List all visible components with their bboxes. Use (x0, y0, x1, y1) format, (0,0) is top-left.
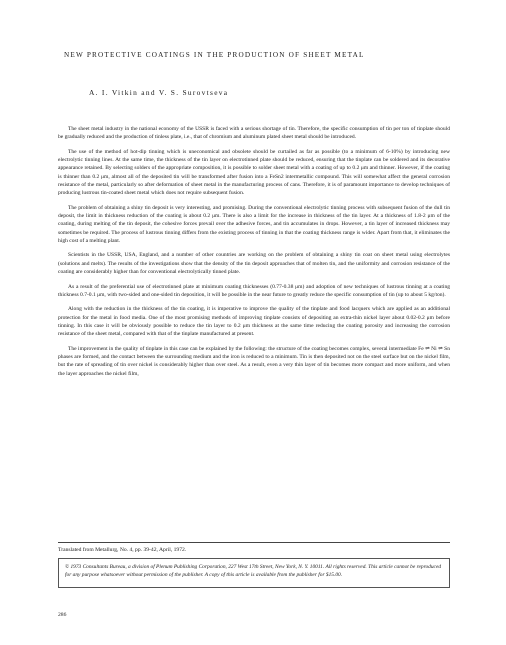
footer-divider (58, 542, 450, 543)
article-body (58, 125, 450, 384)
paragraph-4: Scientists in the USSR, USA, England, and a number of other countries are working on the problem of obtaining a shiny tin coat on sheet metal using electrolytes (solutions and melts). The results of the investigations show that the density of the tin deposit approaches that of molten tin, and the uniformity and corrosion resistance of the coating are considerably higher than for conventional electrolytically tinned plate. (58, 252, 450, 276)
paragraph-5: As a result of the preferential use of electrotinned plate at minimum coating thicknesses (0.77-0.38 μm) and adoption of new techniques of lustrous tinning at a coating thickness 0.7-0.1 μm, with two-sided and one-sided tin deposition, it will be possible in the near future to greatly reduce the specific consumption of tin (up to about 5 kg/ton). (58, 283, 450, 298)
paragraph-1: The sheet metal industry in the national economy of the USSR is faced with a serious shortage of tin. Therefore, the specific consumption of tin per ton of tinplate should be gradually reduced and the production of tinless plate, i.e., that of chromium and aluminum plated sheet metal should be introduced. (58, 126, 450, 141)
paragraph-6: Along with the reduction in the thickness of the tin coating, it is imperative to improve the quality of the tinplate and food lacquers which are applied as an additional protection for the metal in food media. One of the most promising methods of improving tinplate consists of depositing an extra-thin nickel layer about 0.02-0.2 μm before tinning. In this case it will be obviously possible to reduce the tin layer to 0.2 μm thickness at the same time reducing the coating porosity and increasing the corrosion resistance of the sheet metal, compared with that of the tinplate manufactured at present. (58, 306, 450, 338)
page-number: 286 (58, 612, 67, 618)
copyright-box: © 1973 Consultants Bureau, a division of Plenum Publishing Corporation, 227 West 17th Street, New York, N. Y. 10011. All rights reserved. This article cannot be reproduced for any purpose whatsoever without permission of the publisher. A copy of this article is available from the publisher for $15.00. (58, 558, 450, 588)
paragraph-7: The improvement in the quality of tinplate in this case can be explained by the following: the structure of the coating becomes complex, several intermediate Fe ⇌ Ni ⇌ Sn phases are formed, and the contact between the surrounding medium and the iron is reduced to a minimum. Tin is then deposited not on the steel surface but on the nickel film, but the rate of spreading of tin over nickel is considerably higher than over steel. As a result, even a very thin layer of tin becomes more compact and more uniform, and when the layer approaches the nickel film, (58, 345, 450, 377)
article-authors: A. I. Vitkin and V. S. Surovtseva (89, 88, 229, 97)
article-title: NEW PROTECTIVE COATINGS IN THE PRODUCTION OF SHEET METAL (64, 51, 365, 59)
paragraph-3: The problem of obtaining a shiny tin deposit is very interesting, and promising. During the conventional electrolytic tinning process with subsequent fusion of the dull tin deposit, the limit in thickness reduction of the coating is about 0.2 μm. There is also a limit for the increase in thickness of the tin layer. At a thickness of 1.8-2 μm of the coating, during melting of the tin deposit, the cohesive forces prevail over the adhesive forces, and tin accumulates in drops. However, a tin layer of increased thickness may sometimes be required. The process of lustrous tinning differs from the existing process of tinning in that the coating thickness range is wider. Apart from that, it eliminates the high cost of a melting plant. (58, 204, 450, 244)
translation-note: Translated from Metallurg, No. 4, pp. 39-42, April, 1972. (58, 547, 187, 553)
paragraph-2: The use of the method of hot-dip tinning which is uneconomical and obsolete should be curtailed as far as possible (to a minimum of 6-10%) by introducing new electrolytic tinning lines. At the same time, the thickness of the tin layer on electrotinned plate should be reduced, ensuring that the tinplate can be soldered and its decorative appearance retained. By selecting solders of the appropriate composition, it is possible to solder sheet metal with a coating of up to 0.2 μm and thinner. However, if the coating is thinner than 0.2 μm, almost all of the deposited tin will be transformed after fusion into a FeSn2 intermetallic compound. This will somewhat affect the general corrosion resistance of the metal, particularly so after deformation of sheet metal in the manufacturing process of cans. Therefore, it is of paramount importance to develop techniques of producing lustrous tin-coated sheet metal which does not require subsequent fusion. (58, 148, 450, 197)
